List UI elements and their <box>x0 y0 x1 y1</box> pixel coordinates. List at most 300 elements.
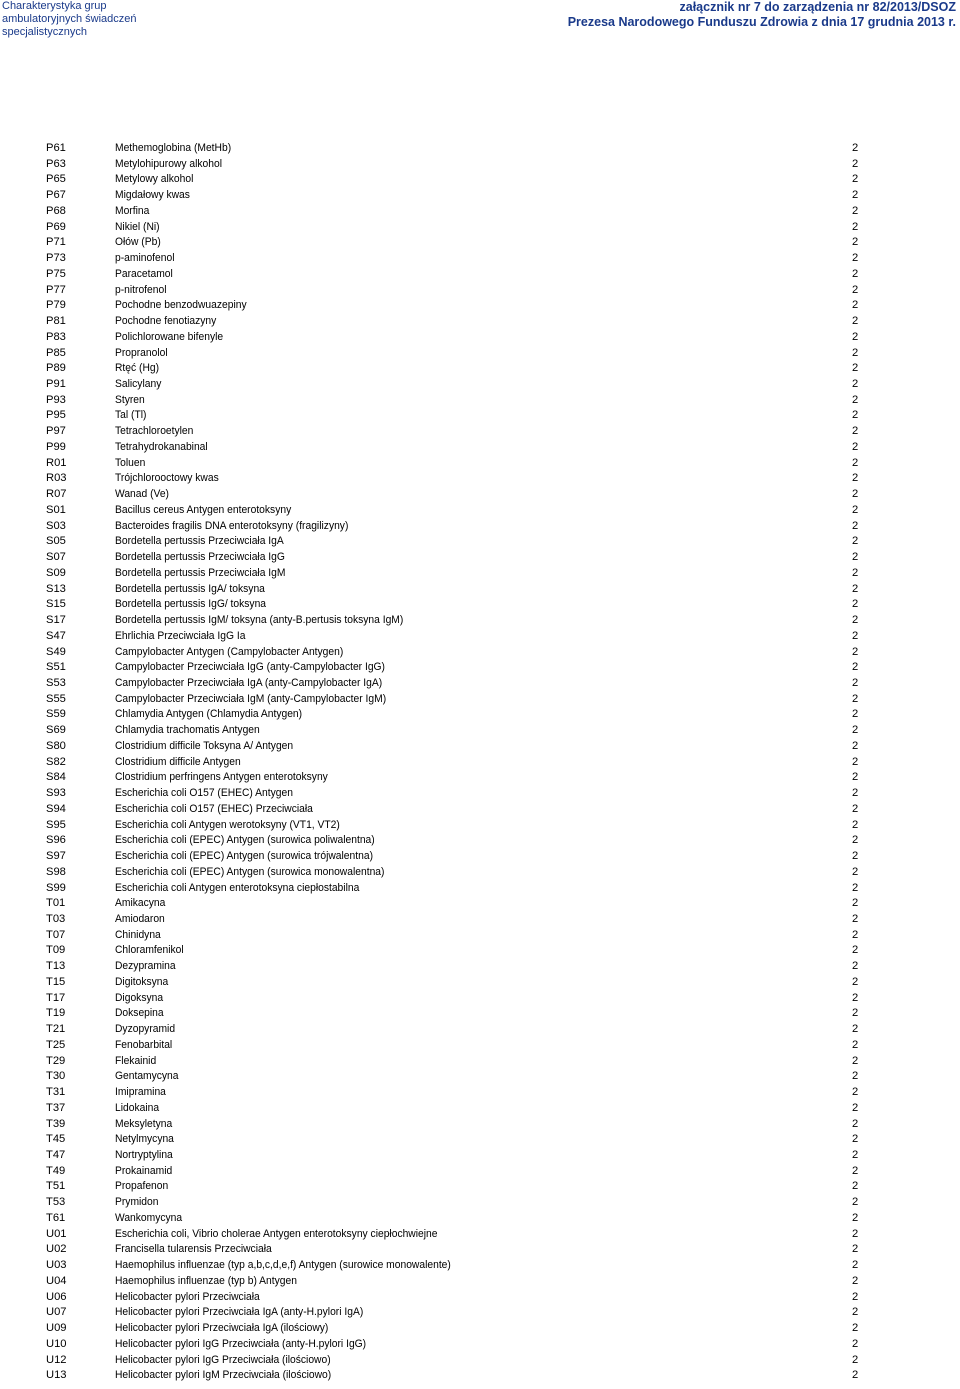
row-name: Bacillus cereus Antygen enterotoksyny <box>115 503 292 516</box>
row-value: 2 <box>852 204 859 217</box>
row-name: Toluen <box>115 456 146 469</box>
table-row <box>0 1337 960 1353</box>
row-name: Methemoglobina (MetHb) <box>115 142 232 154</box>
row-value: 2 <box>852 692 859 705</box>
row-name: Metylohipurowy alkohol <box>115 157 222 170</box>
row-name: Metylowy alkohol <box>115 173 194 186</box>
row-code: R07 <box>46 488 67 501</box>
row-value: 2 <box>852 645 859 658</box>
row-code: P93 <box>46 393 66 406</box>
row-code: S95 <box>46 818 66 831</box>
row-value: 2 <box>852 1196 859 1209</box>
table-row <box>0 267 960 283</box>
table-row <box>0 1132 960 1148</box>
row-value: 2 <box>852 252 859 265</box>
row-code: P85 <box>46 346 66 359</box>
row-name: Nikiel (Ni) <box>115 220 160 233</box>
row-value: 2 <box>852 739 859 752</box>
table-row <box>0 645 960 661</box>
row-name: Escherichia coli (EPEC) Antygen (surowica monowalentna) <box>115 865 385 878</box>
row-name: Campylobacter Antygen (Campylobacter Antygen) <box>115 645 344 658</box>
row-code: P97 <box>46 425 66 438</box>
row-code: T45 <box>46 1133 66 1146</box>
row-value: 2 <box>852 1353 859 1366</box>
table-row <box>0 692 960 708</box>
row-code: T21 <box>46 1023 66 1036</box>
row-name: Bordetella pertussis IgA/ toksyna <box>115 582 265 595</box>
table-row <box>0 235 960 251</box>
row-value: 2 <box>852 472 859 485</box>
row-name: Paracetamol <box>115 267 173 280</box>
table-row <box>0 1164 960 1180</box>
table-row <box>0 755 960 771</box>
row-value: 2 <box>852 1306 859 1319</box>
row-value: 2 <box>852 535 859 548</box>
row-code: T37 <box>46 1101 66 1114</box>
row-name: Bacteroides fragilis DNA enterotoksyny (fragilizyny) <box>115 519 349 532</box>
document-header-left <box>2 0 137 39</box>
row-name: Polichlorowane bifenyle <box>115 330 224 343</box>
row-code: S80 <box>46 739 66 752</box>
table-row <box>0 393 960 409</box>
row-value: 2 <box>852 582 859 595</box>
row-value: 2 <box>852 189 859 202</box>
table-row <box>0 818 960 834</box>
row-code: P63 <box>46 157 66 170</box>
row-name: Bordetella pertussis Przeciwciała IgM <box>115 566 286 579</box>
row-value: 2 <box>852 1023 859 1036</box>
row-code: P75 <box>46 267 66 280</box>
table-row <box>0 330 960 346</box>
row-value: 2 <box>852 897 859 910</box>
row-code: P65 <box>46 173 66 186</box>
row-name: Clostridium difficile Antygen <box>115 755 241 768</box>
row-name: Amikacyna <box>115 897 166 910</box>
row-value: 2 <box>852 1259 859 1272</box>
row-name: Ołów (Pb) <box>115 236 161 249</box>
row-value: 2 <box>852 1322 859 1335</box>
row-value: 2 <box>852 393 859 406</box>
row-name: Helicobacter pylori IgG Przeciwciała (ilościowo) <box>115 1353 331 1366</box>
table-row <box>0 849 960 865</box>
row-code: T49 <box>46 1164 66 1177</box>
table-row <box>0 1368 960 1384</box>
table-row <box>0 739 960 755</box>
row-code: U01 <box>46 1227 67 1240</box>
row-name: Pochodne benzodwuazepiny <box>115 299 247 312</box>
procedures-table <box>0 141 960 1384</box>
row-value: 2 <box>852 157 859 170</box>
table-row <box>0 1148 960 1164</box>
row-name: Escherichia coli (EPEC) Antygen (surowica trójwalentna) <box>115 850 374 863</box>
table-row <box>0 298 960 314</box>
table-row <box>0 613 960 629</box>
row-name: Netylmycyna <box>115 1133 174 1146</box>
header-right-line-2: Prezesa Narodowego Funduszu Zdrowia z dnia 17 grudnia 2013 r. <box>567 15 956 29</box>
row-code: S82 <box>46 755 66 768</box>
row-name: Tetrachloroetylen <box>115 425 194 438</box>
row-code: T30 <box>46 1070 66 1083</box>
row-code: S93 <box>46 787 66 800</box>
row-code: S47 <box>46 629 66 642</box>
table-row <box>0 786 960 802</box>
row-name: Nortryptylina <box>115 1149 173 1161</box>
row-value: 2 <box>852 1117 859 1130</box>
row-value: 2 <box>852 1054 859 1067</box>
row-value: 2 <box>852 850 859 863</box>
row-value: 2 <box>852 283 859 296</box>
table-row <box>0 251 960 267</box>
row-code: T51 <box>46 1180 66 1193</box>
table-row <box>0 881 960 897</box>
row-name: Imipramina <box>115 1086 166 1099</box>
row-name: Meksyletyna <box>115 1117 173 1130</box>
table-row <box>0 660 960 676</box>
row-code: U10 <box>46 1337 67 1350</box>
table-row <box>0 314 960 330</box>
row-value: 2 <box>852 346 859 359</box>
row-value: 2 <box>852 173 859 186</box>
row-name: Escherichia coli (EPEC) Antygen (surowica poliwalentna) <box>115 834 375 847</box>
row-value: 2 <box>852 1149 859 1161</box>
table-row <box>0 141 960 157</box>
row-value: 2 <box>852 409 859 422</box>
row-value: 2 <box>852 299 859 312</box>
row-code: U13 <box>46 1369 67 1382</box>
table-row <box>0 1054 960 1070</box>
row-code: R03 <box>46 472 67 485</box>
table-row <box>0 566 960 582</box>
row-name: Pochodne fenotiazyny <box>115 315 217 328</box>
row-value: 2 <box>852 676 859 689</box>
row-value: 2 <box>852 614 859 627</box>
table-row <box>0 1242 960 1258</box>
row-value: 2 <box>852 378 859 391</box>
table-row <box>0 172 960 188</box>
table-row <box>0 1321 960 1337</box>
table-row <box>0 519 960 535</box>
row-code: P71 <box>46 236 66 249</box>
row-value: 2 <box>852 944 859 957</box>
row-code: S53 <box>46 676 66 689</box>
table-row <box>0 1179 960 1195</box>
row-name: Styren <box>115 393 145 406</box>
row-name: Fenobarbital <box>115 1038 173 1051</box>
row-code: S94 <box>46 802 66 815</box>
row-value: 2 <box>852 881 859 894</box>
row-name: Amiodaron <box>115 912 165 925</box>
header-right-line-1: załącznik nr 7 do zarządzenia nr 82/2013/DSOZ <box>679 0 956 14</box>
row-name: Escherichia coli, Vibrio cholerae Antygen enterotoksyny ciepłochwiejne <box>115 1227 438 1240</box>
table-row <box>0 503 960 519</box>
table-row <box>0 1038 960 1054</box>
table-row <box>0 1258 960 1274</box>
row-code: S07 <box>46 551 66 564</box>
table-row <box>0 377 960 393</box>
row-code: S59 <box>46 708 66 721</box>
row-code: P69 <box>46 220 66 233</box>
table-row <box>0 770 960 786</box>
row-name: Salicylany <box>115 378 162 391</box>
row-name: Prymidon <box>115 1196 159 1209</box>
table-row <box>0 597 960 613</box>
row-value: 2 <box>852 598 859 611</box>
table-row <box>0 1069 960 1085</box>
table-row <box>0 802 960 818</box>
row-code: P73 <box>46 252 66 265</box>
row-value: 2 <box>852 771 859 784</box>
table-row <box>0 865 960 881</box>
row-name: Helicobacter pylori IgG Przeciwciała (anty-H.pylori IgG) <box>115 1337 367 1350</box>
row-value: 2 <box>852 566 859 579</box>
row-code: P81 <box>46 315 66 328</box>
row-name: Gentamycyna <box>115 1070 179 1083</box>
row-name: Prokainamid <box>115 1164 173 1177</box>
row-name: Campylobacter Przeciwciała IgG (anty-Campylobacter IgG) <box>115 661 385 674</box>
row-code: T09 <box>46 944 66 957</box>
row-code: P83 <box>46 330 66 343</box>
row-code: T13 <box>46 960 66 973</box>
row-code: T53 <box>46 1196 66 1209</box>
row-code: T61 <box>46 1211 66 1224</box>
row-name: Rtęć (Hg) <box>115 362 160 375</box>
table-row <box>0 707 960 723</box>
row-value: 2 <box>852 1211 859 1224</box>
header-left-line-3: specjalistycznych <box>2 26 87 38</box>
row-value: 2 <box>852 488 859 501</box>
row-name: Escherichia coli Antygen werotoksyny (VT1, VT2) <box>115 818 340 831</box>
row-value: 2 <box>852 1007 859 1020</box>
row-code: T03 <box>46 912 66 925</box>
table-row <box>0 283 960 299</box>
row-code: S99 <box>46 881 66 894</box>
table-row <box>0 1274 960 1290</box>
row-code: T07 <box>46 928 66 941</box>
row-code: U09 <box>46 1322 67 1335</box>
row-name: Bordetella pertussis Przeciwciała IgA <box>115 535 284 548</box>
row-name: Clostridium difficile Toksyna A/ Antygen <box>115 739 294 752</box>
row-name: Helicobacter pylori Przeciwciała <box>115 1290 260 1303</box>
row-code: T01 <box>46 897 66 910</box>
row-code: P95 <box>46 409 66 422</box>
row-name: Ehrlichia Przeciwciała IgG Ia <box>115 629 246 642</box>
row-name: Bordetella pertussis IgM/ toksyna (anty-B.pertusis toksyna IgM) <box>115 614 404 627</box>
row-name: Tal (Tl) <box>115 409 147 422</box>
row-code: S84 <box>46 771 66 784</box>
table-row <box>0 1195 960 1211</box>
row-value: 2 <box>852 425 859 438</box>
row-code: T25 <box>46 1038 66 1051</box>
table-row <box>0 1353 960 1369</box>
row-value: 2 <box>852 912 859 925</box>
table-row <box>0 582 960 598</box>
row-code: T39 <box>46 1117 66 1130</box>
table-row <box>0 676 960 692</box>
row-value: 2 <box>852 503 859 516</box>
row-name: Morfina <box>115 204 150 217</box>
row-code: R01 <box>46 456 67 469</box>
row-name: Chinidyna <box>115 928 161 941</box>
row-name: Francisella tularensis Przeciwciała <box>115 1243 272 1256</box>
row-code: S03 <box>46 519 66 532</box>
row-name: Chloramfenikol <box>115 944 184 957</box>
table-row <box>0 975 960 991</box>
row-code: U04 <box>46 1274 67 1287</box>
row-code: S09 <box>46 566 66 579</box>
row-name: Wanad (Ve) <box>115 488 169 501</box>
row-name: Lidokaina <box>115 1101 160 1114</box>
row-name: Haemophilus influenzae (typ b) Antygen <box>115 1274 297 1287</box>
row-code: U12 <box>46 1353 67 1366</box>
row-code: S55 <box>46 692 66 705</box>
row-code: P61 <box>46 142 66 154</box>
row-value: 2 <box>852 142 859 154</box>
table-row <box>0 408 960 424</box>
table-row <box>0 991 960 1007</box>
table-row <box>0 1117 960 1133</box>
table-row <box>0 1085 960 1101</box>
row-code: T15 <box>46 975 66 988</box>
row-value: 2 <box>852 1038 859 1051</box>
table-row <box>0 220 960 236</box>
row-value: 2 <box>852 1274 859 1287</box>
row-name: Chlamydia Antygen (Chlamydia Antygen) <box>115 708 303 721</box>
table-row <box>0 943 960 959</box>
row-code: U02 <box>46 1243 67 1256</box>
row-name: Escherichia coli O157 (EHEC) Antygen <box>115 787 293 800</box>
row-value: 2 <box>852 1133 859 1146</box>
table-row <box>0 346 960 362</box>
table-row <box>0 188 960 204</box>
row-value: 2 <box>852 1164 859 1177</box>
row-code: S05 <box>46 535 66 548</box>
row-value: 2 <box>852 519 859 532</box>
row-name: Doksepina <box>115 1007 164 1020</box>
row-name: Digitoksyna <box>115 975 169 988</box>
row-value: 2 <box>852 802 859 815</box>
row-name: Flekainid <box>115 1054 157 1067</box>
row-code: T47 <box>46 1149 66 1161</box>
row-value: 2 <box>852 1227 859 1240</box>
row-code: U07 <box>46 1306 67 1319</box>
row-name: Propranolol <box>115 346 168 359</box>
row-name: Campylobacter Przeciwciała IgA (anty-Campylobacter IgA) <box>115 676 383 689</box>
table-row <box>0 896 960 912</box>
row-value: 2 <box>852 1101 859 1114</box>
row-value: 2 <box>852 708 859 721</box>
row-value: 2 <box>852 456 859 469</box>
table-row <box>0 629 960 645</box>
row-value: 2 <box>852 267 859 280</box>
row-code: T29 <box>46 1054 66 1067</box>
row-value: 2 <box>852 440 859 453</box>
table-row <box>0 723 960 739</box>
row-name: Clostridium perfringens Antygen enterotoksyny <box>115 771 328 784</box>
row-value: 2 <box>852 661 859 674</box>
row-name: Escherichia coli Antygen enterotoksyna ciepłostabilna <box>115 881 360 894</box>
row-value: 2 <box>852 1369 859 1382</box>
row-code: T31 <box>46 1086 66 1099</box>
row-name: Wankomycyna <box>115 1211 183 1224</box>
row-name: Dyzopyramid <box>115 1023 176 1036</box>
row-value: 2 <box>852 629 859 642</box>
header-left-line-2: ambulatoryjnych świadczeń <box>2 13 137 25</box>
row-name: Dezypramina <box>115 960 176 973</box>
row-value: 2 <box>852 1337 859 1350</box>
row-name: Helicobacter pylori Przeciwciała IgA (anty-H.pylori IgA) <box>115 1306 364 1319</box>
row-name: Chlamydia trachomatis Antygen <box>115 724 260 737</box>
row-code: S49 <box>46 645 66 658</box>
row-code: U03 <box>46 1259 67 1272</box>
table-row <box>0 959 960 975</box>
row-value: 2 <box>852 1086 859 1099</box>
row-name: p-nitrofenol <box>115 283 167 296</box>
row-name: Campylobacter Przeciwciała IgM (anty-Campylobacter IgM) <box>115 692 387 705</box>
row-value: 2 <box>852 236 859 249</box>
row-code: U06 <box>46 1290 67 1303</box>
table-row <box>0 204 960 220</box>
row-code: P79 <box>46 299 66 312</box>
row-value: 2 <box>852 834 859 847</box>
row-value: 2 <box>852 315 859 328</box>
row-code: S13 <box>46 582 66 595</box>
row-code: P68 <box>46 204 66 217</box>
row-value: 2 <box>852 724 859 737</box>
row-name: Haemophilus influenzae (typ a,b,c,d,e,f) Antygen (surowice monowalente) <box>115 1259 451 1272</box>
row-name: Tetrahydrokanabinal <box>115 440 208 453</box>
table-row <box>0 471 960 487</box>
row-value: 2 <box>852 787 859 800</box>
table-row <box>0 833 960 849</box>
row-code: P99 <box>46 440 66 453</box>
row-name: Helicobacter pylori IgM Przeciwciała (ilościowo) <box>115 1369 332 1382</box>
row-value: 2 <box>852 975 859 988</box>
row-code: P89 <box>46 362 66 375</box>
row-name: Propafenon <box>115 1180 169 1193</box>
row-value: 2 <box>852 865 859 878</box>
table-row <box>0 1305 960 1321</box>
row-name: Bordetella pertussis Przeciwciała IgG <box>115 551 285 564</box>
row-value: 2 <box>852 755 859 768</box>
row-name: Migdałowy kwas <box>115 189 190 202</box>
table-row <box>0 928 960 944</box>
row-name: Digoksyna <box>115 991 164 1004</box>
row-code: T19 <box>46 1007 66 1020</box>
row-value: 2 <box>852 220 859 233</box>
row-name: p-aminofenol <box>115 252 175 265</box>
table-row <box>0 1227 960 1243</box>
row-code: S17 <box>46 614 66 627</box>
row-code: S96 <box>46 834 66 847</box>
table-row <box>0 157 960 173</box>
table-row <box>0 487 960 503</box>
table-row <box>0 534 960 550</box>
table-row <box>0 1101 960 1117</box>
row-value: 2 <box>852 362 859 375</box>
row-code: S51 <box>46 661 66 674</box>
table-row <box>0 1006 960 1022</box>
table-row <box>0 440 960 456</box>
row-name: Escherichia coli O157 (EHEC) Przeciwciała <box>115 802 313 815</box>
table-row <box>0 424 960 440</box>
table-row <box>0 1211 960 1227</box>
row-value: 2 <box>852 1070 859 1083</box>
table-row <box>0 361 960 377</box>
row-value: 2 <box>852 928 859 941</box>
row-value: 2 <box>852 960 859 973</box>
table-row <box>0 912 960 928</box>
table-row <box>0 1290 960 1306</box>
